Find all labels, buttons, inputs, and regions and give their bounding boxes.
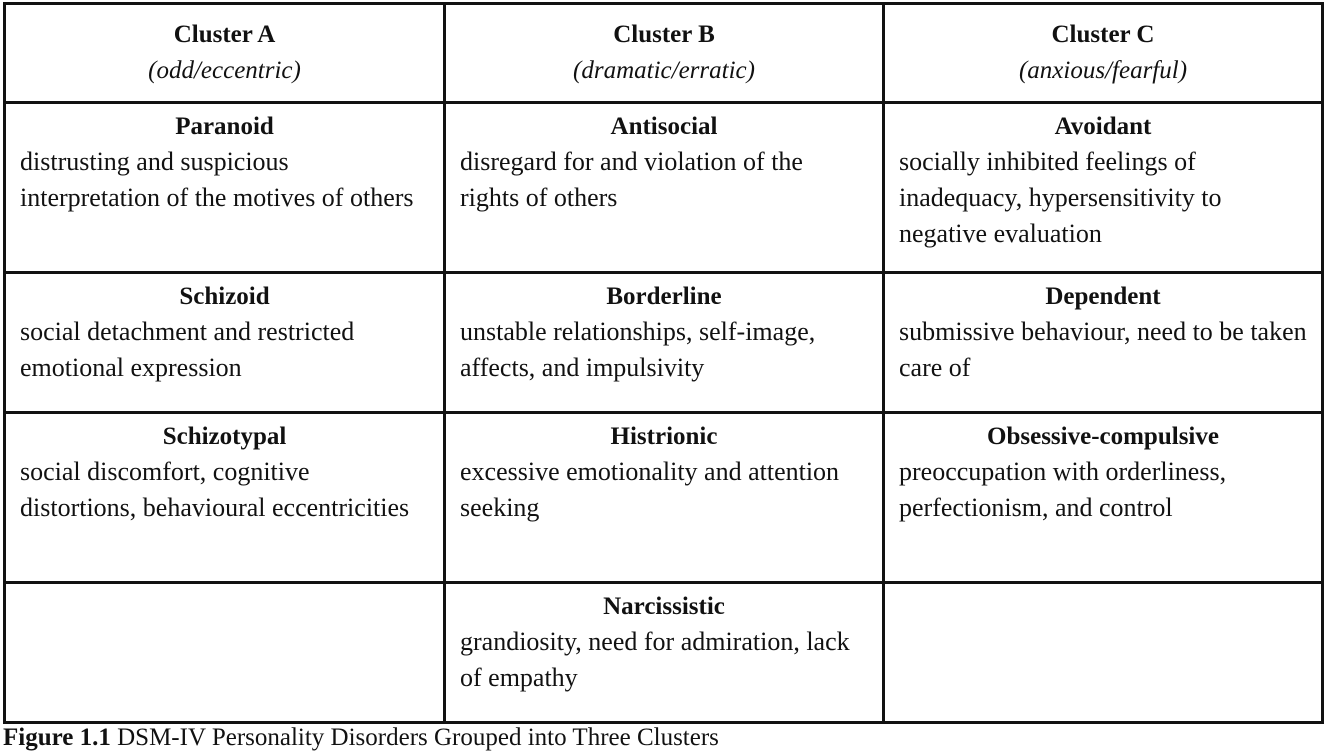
- personality-disorders-table: [3, 2, 1324, 724]
- disorder-name: Schizoid: [179, 283, 270, 310]
- disorder-cell: [884, 273, 1323, 413]
- disorder-name: Antisocial: [610, 113, 718, 140]
- disorder-name: Narcissistic: [603, 593, 725, 620]
- disorder-cell: [884, 413, 1323, 583]
- header-name: Cluster C: [1051, 21, 1155, 48]
- disorder-cell: [884, 103, 1323, 273]
- table-row: [5, 413, 1323, 583]
- disorder-description: preoccupation with orderliness, perfectionism, and control: [899, 457, 1227, 522]
- disorder-name: Paranoid: [175, 113, 274, 140]
- header-subtitle: (dramatic/erratic): [573, 57, 755, 84]
- disorder-name: Borderline: [606, 283, 722, 310]
- figure-caption: [3, 724, 719, 752]
- disorder-cell: [445, 273, 884, 413]
- header-subtitle: (anxious/fearful): [1018, 57, 1188, 84]
- disorder-cell: [445, 413, 884, 583]
- disorder-description: excessive emotionality and attention seeking: [460, 457, 840, 522]
- disorder-name: Schizotypal: [162, 423, 287, 450]
- header-name: Cluster A: [173, 21, 276, 48]
- header-subtitle: (odd/eccentric): [148, 57, 301, 84]
- disorder-cell: [5, 103, 445, 273]
- table-row: [5, 273, 1323, 413]
- disorder-cell: [5, 413, 445, 583]
- disorder-description: submissive behaviour, need to be taken care of: [899, 317, 1307, 382]
- header-cluster-c: [884, 4, 1323, 103]
- disorder-description: social detachment and restricted emotional expression: [20, 317, 355, 382]
- header-name: Cluster B: [613, 21, 715, 48]
- disorder-description: socially inhibited feelings of inadequacy, hypersensitivity to negative evaluation: [899, 147, 1222, 248]
- disorder-cell: [5, 273, 445, 413]
- disorder-description: grandiosity, need for admiration, lack of empathy: [460, 627, 850, 692]
- disorder-description: distrusting and suspicious interpretation of the motives of others: [20, 147, 414, 212]
- disorder-cell: [445, 583, 884, 723]
- disorder-description: social discomfort, cognitive distortions, behavioural eccentricities: [20, 457, 410, 522]
- disorder-name: Avoidant: [1054, 113, 1152, 140]
- disorder-description: unstable relationships, self-image, affects, and impulsivity: [460, 317, 816, 382]
- empty-cell: [884, 583, 1323, 723]
- caption-text: DSM-IV Personality Disorders Grouped into Three Clusters: [117, 724, 719, 751]
- table-row: [5, 103, 1323, 273]
- disorder-name: Histrionic: [610, 423, 718, 450]
- disorder-description: disregard for and violation of the rights of others: [460, 147, 803, 212]
- table-row: [5, 583, 1323, 723]
- header-cluster-b: [445, 4, 884, 103]
- disorder-cell: [445, 103, 884, 273]
- disorder-name: Obsessive-compulsive: [987, 423, 1219, 450]
- header-row: [5, 4, 1323, 103]
- empty-cell: [5, 583, 445, 723]
- disorder-name: Dependent: [1045, 283, 1161, 310]
- header-cluster-a: [5, 4, 445, 103]
- caption-label: Figure 1.1: [3, 724, 111, 751]
